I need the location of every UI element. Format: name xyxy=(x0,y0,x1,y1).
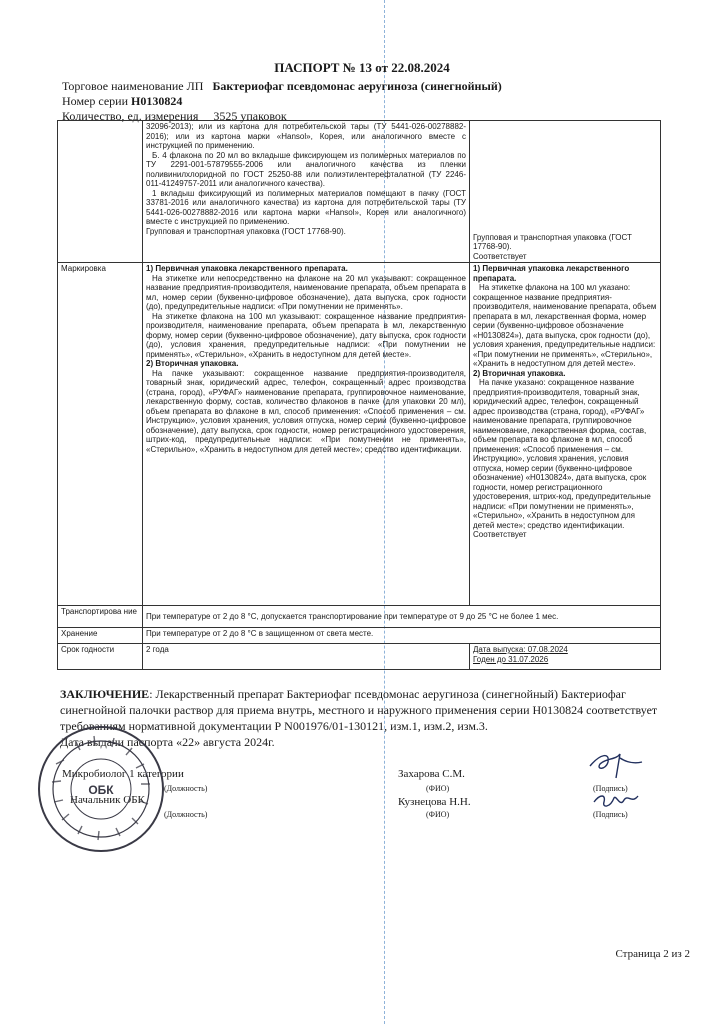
packaging-row xyxy=(58,121,661,263)
caption-position-1: (Должность) xyxy=(164,784,208,793)
conclusion-label: ЗАКЛЮЧЕНИЕ xyxy=(60,687,150,701)
document-title: ПАСПОРТ № 13 от 22.08.2024 xyxy=(274,60,450,75)
caption-sign-2: (Подпись) xyxy=(593,810,628,819)
marking-row xyxy=(58,263,661,606)
quantity-label: Количество, ед. измерения xyxy=(62,109,199,123)
storage-label: Хранение xyxy=(58,628,143,644)
caption-fio-1: (ФИО) xyxy=(426,784,450,793)
series-label: Номер серии xyxy=(62,94,128,108)
company-seal xyxy=(36,724,166,854)
shelf-life-label: Срок годности xyxy=(58,644,143,670)
primary-packaging-text-1: На этикетке или непосредственно на флаконе на 20 мл указывают: сокращенное название предприятия-производителя, наименование препарата, объем препарата в мл, номер серии (буквенно-цифровое обозначение), дата выпуска, срок годности (до), предупредительные надписи: «При помутнении не применять». xyxy=(146,273,466,311)
signer-2-position: Начальник ОБК xyxy=(70,794,145,806)
caption-fio-2: (ФИО) xyxy=(426,810,450,819)
transport-row xyxy=(58,606,661,628)
quantity-value: 3525 упаковок xyxy=(213,109,287,123)
conclusion-text: : Лекарственный препарат Бактериофаг псевдомонас аеругиноза (синегнойный) Бактериофаг синегнойной палочки раствор для приема внутрь, местного и наружного применения серии Н0130824 соответствует требованиям нормативной документации Р N001976/01-130121, изм.1, изм.2, изм.3. xyxy=(60,687,658,733)
transport-label: Транспортирова ние xyxy=(58,606,143,628)
series-line xyxy=(62,93,182,109)
storage-text: При температуре от 2 до 8 °С в защищенном от света месте. xyxy=(143,628,661,644)
caption-position-2: (Должность) xyxy=(164,810,208,819)
packaging-line: 1 вкладыш фиксирующий из полимерных материалов помещают в пачку (ГОСТ 33781-2016 или аналогичного качества) из картона для потребительской тары (ТУ 5441-026-00278882-2016 или картона марки «Hansol», Корея или аналогичного) вместе с инструкцией по применению. xyxy=(146,188,466,226)
packaging-result-text: Групповая и транспортная упаковка (ГОСТ 17768-90). xyxy=(473,232,632,251)
packaging-line: Б. 4 флакона по 20 мл во вкладыше фиксирующем из полимерных материалов по ТУ 2291-001-57879555-2006 или аналогичного качества из пленки поливинилхлоридной по ГОСТ 25250-88 или полиэтилентерефталатной (ТУ 2246-011-41249757-2011 или аналогичного качества). xyxy=(146,150,466,188)
signer-1-name: Захарова С.М. xyxy=(398,768,465,780)
trade-name-label: Торговое наименование ЛП xyxy=(62,79,204,93)
transport-text: При температуре от 2 до 8 °С, допускается транспортирование при температуре от 9 до 25 °С не более 1 мес. xyxy=(143,606,661,628)
caption-sign-1: (Подпись) xyxy=(593,784,628,793)
seal-center-text: ОБК xyxy=(88,783,114,797)
trade-name-value: Бактериофаг псевдомонас аеругиноза (синегнойный) xyxy=(212,79,502,93)
page-number: Страница 2 из 2 xyxy=(615,948,690,960)
issue-date: Дата выдачи паспорта «22» августа 2024г. xyxy=(60,735,275,749)
packaging-label-cell xyxy=(58,121,143,263)
right-secondary-title: 2) Вторичная упаковка. xyxy=(473,368,566,378)
signature-2-mark xyxy=(590,786,642,814)
primary-packaging-title: 1) Первичная упаковка лекарственного препарата. xyxy=(146,264,348,273)
signer-1-position: Микробиолог 1 категории xyxy=(62,768,184,780)
right-secondary-text: На пачке указано: сокращенное название предприятия-производителя, товарный знак, юридический адрес, телефон, сокращенный адрес производства (страна, город), «РУФАГ» наименование препарата, группировочное наименование, лекарственная форма, состав, объем препарата во флаконе в мл, способ применения: «Способ применения – см. Инструкцию», условия хранения, условия отпуска, номер серии (буквенно-цифровое обозначение) «Н0130824», дата выпуска, срок годности, номер регистрационного удостоверения, штрих-код, предупредительные надписи: «При помутнении не применять», «Стерильно», «Хранить в недоступном для детей месте»; средство идентификации. xyxy=(473,378,651,530)
marking-text-cell xyxy=(143,263,470,606)
marking-result-status: Соответствует xyxy=(473,530,527,539)
trade-name-line xyxy=(62,78,502,94)
marking-label: Маркировка xyxy=(58,263,143,606)
primary-packaging-text-2: На этикетке флакона на 100 мл указывают: сокращенное название предприятия-производителя, наименование препарата, объем препарата в мл, лекарственную форму, номер серии (буквенно-цифровое обозначение), дату выпуска, срок годности (до), условия хранения, предупредительные надписи: «При помутнении не применять», «Стерильно», «Хранить в недоступном для детей месте». xyxy=(146,311,466,359)
shelf-life-row xyxy=(58,644,661,670)
shelf-life-text: 2 года xyxy=(143,644,470,670)
right-primary-text: На этикетке флакона на 100 мл указано: сокращенное название предприятия-производителя, наименование препарата, объем препарата в мл, лекарственная форма, номер серии (буквенно-цифровое обозначение «Н0130824»), дата выпуска, срок годности (до), условия хранения, предупредительные надписи: «При помутнении не применять», «Стерильно», «Хранить в недоступном для детей месте». xyxy=(473,283,657,368)
secondary-packaging-text: На пачке указывают: сокращенное название предприятия-производителя, товарный знак, юридический адрес, телефон, сокращенный адрес производства (страна, город), «РУФАГ» наименование препарата, группировочное наименование, лекарственную форму, состав, количество флаконов в пачке (для упаковки 20 мл), объем препарата во флаконе в мл, способ применения: «Способ применения – см. Инструкцию», условия хранения, условия отпуска, номер серии (буквенно-цифровое обозначение), дату выпуска, срок годности, номер регистрационного удостоверения, штрих-код, предупредительные надписи: «При помутнении не применять», «Стерильно», «Хранить в недоступном для детей месте»; средство идентификации. xyxy=(146,368,466,454)
release-date: Дата выпуска: 07.08.2024 xyxy=(473,645,568,654)
signer-2-name: Кузнецова Н.Н. xyxy=(398,796,471,808)
signature-1-mark xyxy=(586,748,646,782)
storage-row xyxy=(58,628,661,644)
secondary-packaging-title: 2) Вторичная упаковка. xyxy=(146,359,239,368)
packaging-text-cell xyxy=(143,121,470,263)
shelf-life-dates xyxy=(470,644,661,670)
series-value: Н0130824 xyxy=(131,94,183,108)
packaging-result-cell xyxy=(470,121,661,263)
packaging-line: 32096-2013); или из картона для потребительской тары (ТУ 5441-026-00278882-2016); или из картона марки «Hansol», Корея, или аналогичного вместе с инструкцией по применению. xyxy=(146,122,466,150)
passport-table xyxy=(57,120,661,670)
right-primary-title: 1) Первичная упаковка лекарственного препарата. xyxy=(473,264,630,283)
packaging-result-status: Соответствует xyxy=(473,251,527,261)
packaging-line: Групповая и транспортная упаковка (ГОСТ 17768-90). xyxy=(146,226,346,236)
expiry-date: Годен до 31.07.2026 xyxy=(473,654,549,664)
marking-result-cell xyxy=(470,263,661,606)
